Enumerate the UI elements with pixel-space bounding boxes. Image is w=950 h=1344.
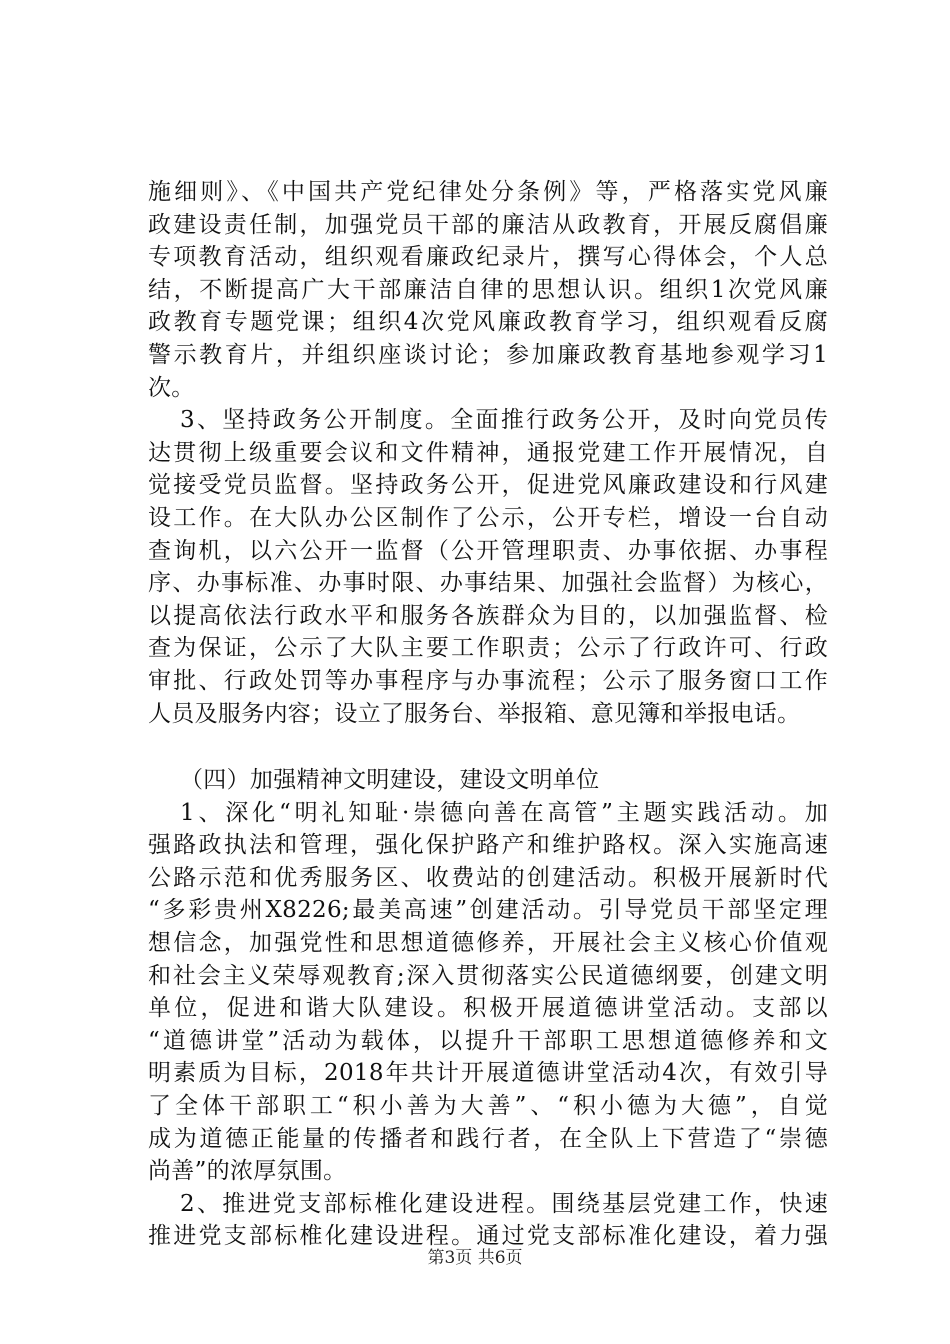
paragraph-1 xyxy=(148,176,828,404)
text-line: 施细则》、《中国共产党纪律处分条例》等，严格落实党风廉 xyxy=(148,179,828,205)
text-line: 查为保证，公示了大队主要工作职责；公示了行政许可、行政 xyxy=(148,635,828,662)
text-line: 想信念，加强党性和思想道德修养，开展社会主义核心价值观 xyxy=(148,930,828,957)
text-line: 达贯彻上级重要会议和文件精神，通报党建工作开展情况，自 xyxy=(148,439,828,466)
text-line: 以提高依法行政水平和服务各族群众为目的，以加强监督、检 xyxy=(148,602,828,629)
text-line: “多彩贵州X8226;最美高速”创建活动。引导党员干部坚定理 xyxy=(148,897,828,924)
text-line: 推进党支部标椎化建设进程。通过党支部标准化建设，着力强 xyxy=(148,1223,828,1250)
section-heading xyxy=(148,764,828,797)
text-line: 1、深化“明礼知耻·崇德向善在高管”主题实践活动。加 xyxy=(180,799,828,826)
paragraph-2 xyxy=(148,404,828,730)
text-line: 警示教育片，并组织座谈讨论；参加廉政教育基地参观学习1 xyxy=(148,341,828,368)
text-line: 单位，促进和谐大队建设。积极开展道德讲堂活动。支部以 xyxy=(148,995,828,1022)
text-line: 政教育专题党课；组织4次党风廉政教育学习，组织观看反腐 xyxy=(148,309,828,336)
text-line: 公路示范和优秀服务区、收费站的创建活动。积极开展新时代 xyxy=(148,864,828,891)
text-line: 政建设责任制，加强党员干部的廉洁从政教育，开展反腐倡廉 xyxy=(148,211,828,238)
text-line: 结，不断提高广大干部廉洁自律的思想认识。组织1次党风廉 xyxy=(148,276,828,303)
paragraph-gap xyxy=(148,730,828,764)
text-line: 设工作。在大队办公区制作了公示，公开专栏，增设一台自动 xyxy=(148,504,828,531)
text-line: “道德讲堂”活动为载体，以提升干部职工思想道德修养和文 xyxy=(148,1027,828,1054)
text-line: 查询机，以六公开一监督（公开管理职责、办事依据、办事程 xyxy=(148,537,828,564)
text-line: 审批、行政处罚等办事程序与办事流程；公示了服务窗口工作 xyxy=(148,667,828,694)
page-number-label: 第3页 共6页 xyxy=(427,1248,523,1268)
text-line: 尚善”的浓厚氛围。 xyxy=(148,1158,347,1185)
text-line: 次。 xyxy=(148,374,195,401)
document-body xyxy=(148,176,828,1253)
page-footer xyxy=(0,1243,950,1268)
text-line: 明素质为目标，2018年共计开展道德讲堂活动4次，有效引导 xyxy=(148,1060,828,1087)
text-line: 序、办事标准、办事时限、办事结果、加强社会监督）为核心， xyxy=(148,570,828,597)
text-line: 3、坚持政务公开制度。全面推行政务公开，及时向党员传 xyxy=(180,407,828,434)
text-line: 专项教育活动，组织观看廉政纪录片，撰写心得体会，个人总 xyxy=(148,244,828,271)
paragraph-3 xyxy=(148,797,828,1188)
text-line: 成为道德正能量的传播者和践行者，在全队上下营造了“崇德 xyxy=(148,1125,828,1152)
section-heading-text: （四）加强精神文明建设，建设文明单位 xyxy=(180,767,600,794)
text-line: 2、推进党支部标椎化建设进程。围绕基层党建工作，快速 xyxy=(180,1190,828,1217)
text-line: 和社会主义荣辱观教育;深入贯彻落实公民道德纲要，创建文明 xyxy=(148,962,828,989)
text-line: 觉接受党员监督。坚持政务公开，促进党风廉政建设和行风建 xyxy=(148,472,828,499)
text-line: 人员及服务内容；设立了服务台、举报箱、意见簿和举报电话。 xyxy=(148,700,801,727)
text-line: 了全体干部职工“积小善为大善”、“积小德为大德”，自觉 xyxy=(148,1093,828,1120)
text-line: 强路政执法和管理，强化保护路产和维护路权。深入实施高速 xyxy=(148,832,828,859)
